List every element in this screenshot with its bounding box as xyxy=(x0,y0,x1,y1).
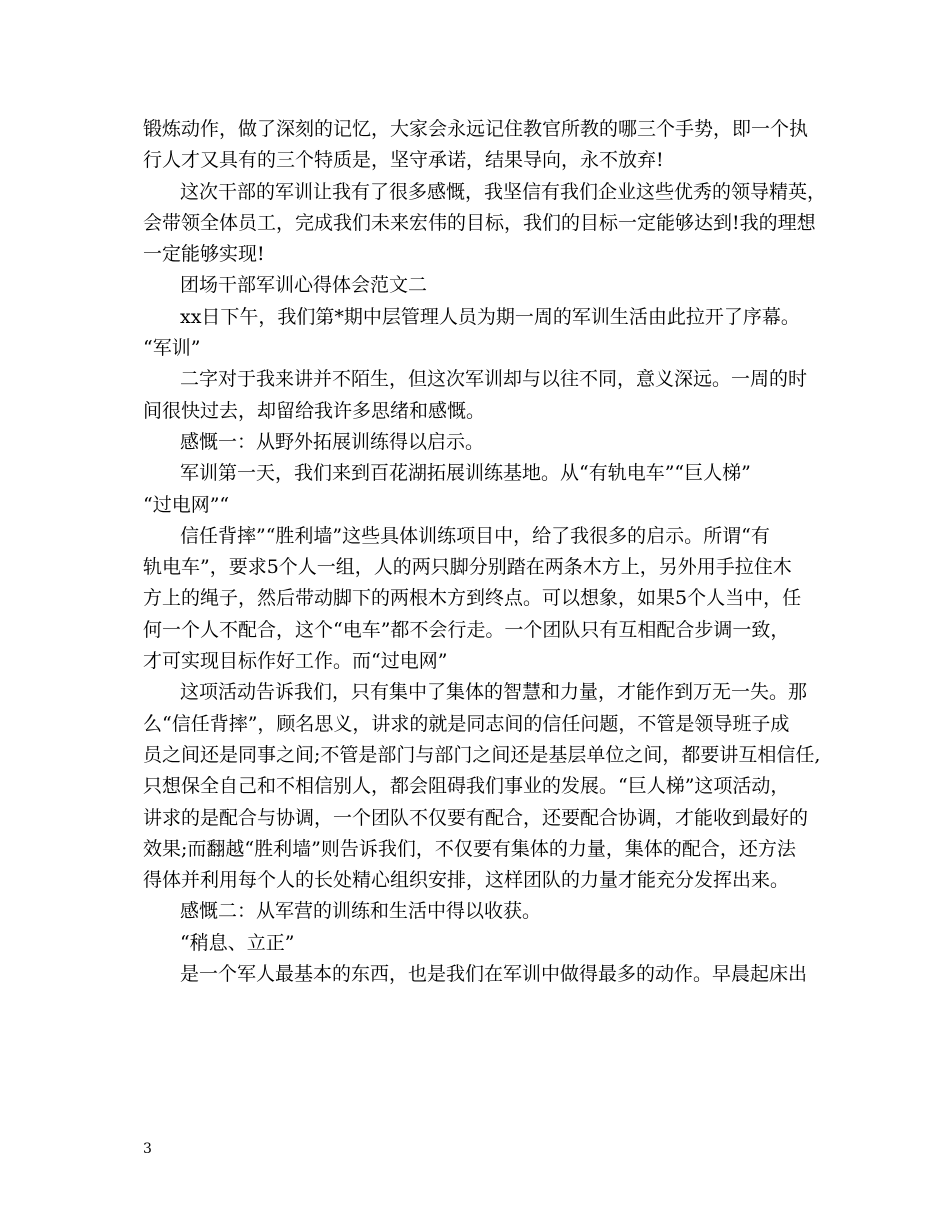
text-line: 何一个人不配合，这个“电车”都不会行走。一个团队只有互相配合步调一致， xyxy=(143,618,790,641)
text-line: “过电网”“ xyxy=(143,493,230,516)
text-line: 会带领全体员工，完成我们未来宏伟的目标，我们的目标一定能够达到!我的理想 xyxy=(143,211,816,234)
text-line: 只想保全自己和不相信别人，都会阻碍我们事业的发展。“巨人梯”这项活动， xyxy=(143,775,790,798)
text-line: 方上的绳子，然后带动脚下的两根木方到终点。可以想象，如果5个人当中，任 xyxy=(143,587,802,610)
paragraph-line: xx日下午，我们第*期中层管理人员为期一周的军训生活由此拉开了序幕。 xyxy=(180,305,800,328)
text-line: 行人才又具有的三个特质是，坚守承诺，结果导向，永不放弃! xyxy=(143,149,664,172)
section-heading: 团场干部军训心得体会范文二 xyxy=(180,274,428,297)
paragraph-line: 这次干部的军训让我有了很多感慨，我坚信有我们企业这些优秀的领导精英， xyxy=(180,180,827,203)
paragraph-line: 是一个军人最基本的东西，也是我们在军训中做得最多的动作。早晨起床出 xyxy=(180,963,808,986)
text-line: 员之间还是同事之间;不管是部门与部门之间还是基层单位之间，都要讲互相信任, xyxy=(143,743,821,766)
text-line: 间很快过去，却留给我许多思绪和感慨。 xyxy=(143,399,486,422)
body-text xyxy=(143,114,827,990)
paragraph-line: 军训第一天，我们来到百花湖拓展训练基地。从“有轨电车”“巨人梯” xyxy=(180,462,751,485)
paragraph-line: 信任背摔”“胜利墙”这些具体训练项目中，给了我很多的启示。所谓“有 xyxy=(180,524,770,547)
page-number: 3 xyxy=(143,1141,152,1157)
text-line: 轨电车”，要求5个人一组，人的两只脚分别踏在两条木方上，另外用手拉住木 xyxy=(143,556,792,579)
text-line: 才可实现目标作好工作。而“过电网” xyxy=(143,650,448,673)
text-line: 讲求的是配合与协调，一个团队不仅要有配合，还要配合协调，才能收到最好的 xyxy=(143,806,809,829)
text-line: “军训” xyxy=(143,337,201,360)
text-line: 一定能够实现! xyxy=(143,243,265,266)
text-line: 效果;而翻越“胜利墙”则告诉我们，不仅要有集体的力量，集体的配合，还方法 xyxy=(143,837,796,860)
paragraph-line: “稍息、立正” xyxy=(180,931,295,954)
text-line: 得体并利用每个人的长处精心组织安排，这样团队的力量才能充分发挥出来。 xyxy=(143,869,790,892)
subheading: 感慨二：从军营的训练和生活中得以收获。 xyxy=(180,900,542,923)
text-line: 么“信任背摔”，顾名思义，讲求的就是同志间的信任问题，不管是领导班子成 xyxy=(143,712,790,735)
paragraph-line: 二字对于我来讲并不陌生，但这次军训却与以往不同，意义深远。一周的时 xyxy=(180,368,808,391)
paragraph-line: 这项活动告诉我们，只有集中了集体的智慧和力量，才能作到万无一失。那 xyxy=(180,681,808,704)
subheading: 感慨一：从野外拓展训练得以启示。 xyxy=(180,430,485,453)
text-line: 锻炼动作，做了深刻的记忆，大家会永远记住教官所教的哪三个手势，即一个执 xyxy=(143,118,809,140)
